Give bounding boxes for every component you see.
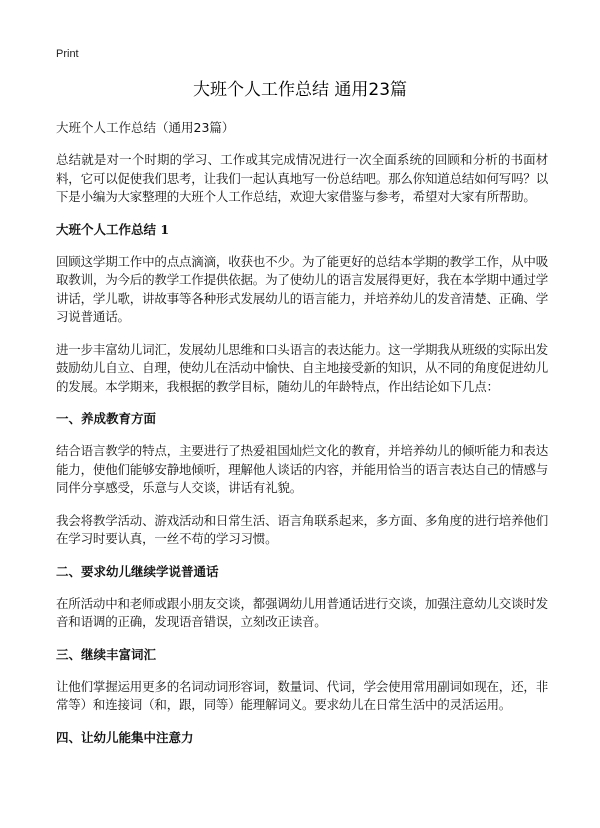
intro-paragraph: 总结就是对一个时期的学习、工作或其完成情况进行一次全面系统的回顾和分析的书面材料，它可以促使我们思考，让我们一起认真地写一份总结吧。那么你知道总结如何写吗？以下是小编为大家整理的大班个人工作总结，欢迎大家借鉴与参考，希望对大家有所帮助。 [56, 152, 549, 204]
document-title: 大班个人工作总结 通用23篇 [192, 80, 408, 100]
part3-paragraph-1: 让他们掌握运用更多的名词动词形容词，数量词、代词，学会使用常用副词如现在，还，非常等）和连接词（和，跟，同等）能理解词义。要求幼儿在日常生活中的灵活运用。 [56, 678, 549, 712]
part-heading-4: 四、让幼儿能集中注意力 [56, 729, 194, 745]
section1-paragraph-2: 进一步丰富幼儿词汇，发展幼儿思维和口头语言的表达能力。这一学期我从班级的实际出发鼓励幼儿自立、自理，使幼儿在活动中愉快、自主地接受新的知识，从不同的角度促进幼儿的发展。本学期来，我根据的教学目标，随幼儿的年龄特点，作出结论如下几点： [56, 341, 549, 394]
part1-paragraph-2: 我会将教学活动、游戏活动和日常生活、语言角联系起来，多方面、多角度的进行培养他们在学习时要认真，一丝不苟的学习习惯。 [56, 512, 549, 546]
part1-paragraph-1: 结合语言教学的特点，主要进行了热爱祖国灿烂文化的教育，并培养幼儿的倾听能力和表达能力，使他们能够安静地倾听，理解他人谈话的内容，并能用恰当的语言表达自己的情感与同伴分享感受，乐意与人交谈，讲话有礼貌。 [56, 443, 549, 495]
document-body [56, 119, 548, 761]
print-label: Print [56, 48, 79, 60]
section1-paragraph-1: 回顾这学期工作中的点点滴滴，收获也不少。为了能更好的总结本学期的教学工作，从中吸取教训，为今后的教学工作提供依据。为了使幼儿的语言发展得更好，我在本学期中通过学讲话，学儿歌，讲故事等各种形式发展幼儿的语言能力，并培养幼儿的发音清楚、正确、学习说普通话。 [56, 253, 549, 324]
part-heading-1: 一、养成教育方面 [56, 411, 157, 426]
part-heading-3: 三、继续丰富词汇 [56, 646, 157, 662]
document-subtitle: 大班个人工作总结（通用23篇） [56, 120, 235, 135]
part2-paragraph-1: 在所活动中和老师或跟小朋友交谈，都强调幼儿用普通话进行交谈，加强注意幼儿交谈时发音和语调的正确，发现语音错误，立刻改正读音。 [56, 595, 549, 629]
section-heading-1: 大班个人工作总结 1 [56, 221, 170, 237]
part-heading-2: 二、要求幼儿继续学说普通话 [56, 563, 219, 579]
